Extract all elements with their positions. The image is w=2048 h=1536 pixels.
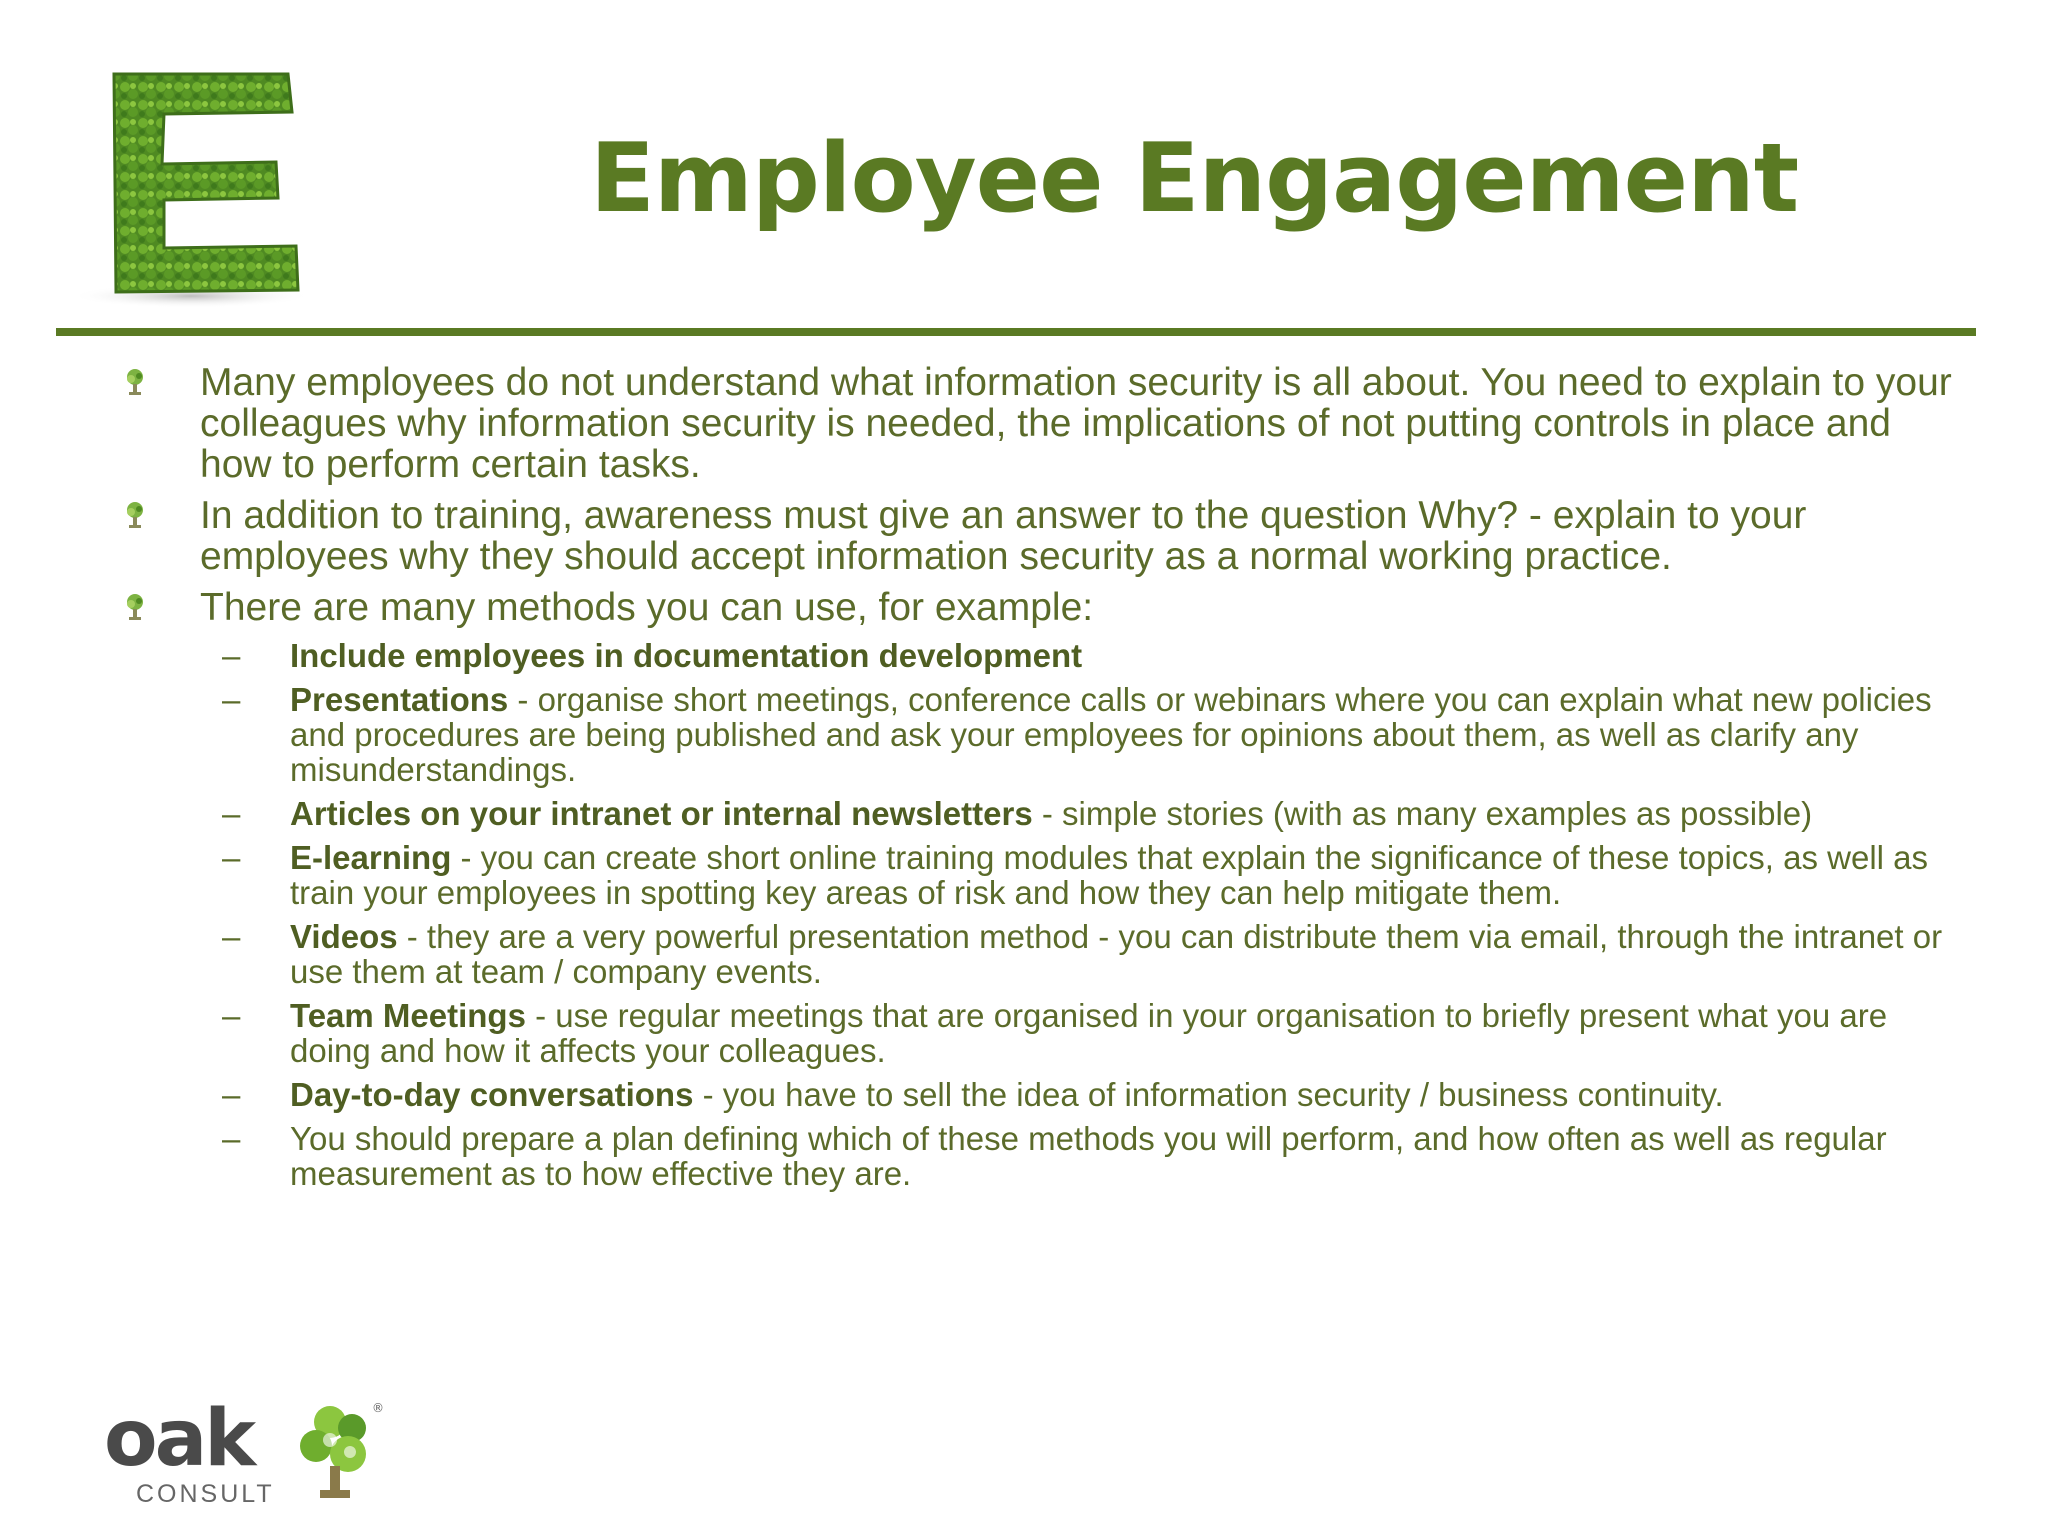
- page-title: Employee Engagement: [590, 124, 1799, 234]
- method-title: E-learning: [290, 839, 452, 876]
- dash-marker: –: [222, 1120, 241, 1157]
- method-title: Videos: [290, 918, 398, 955]
- method-desc: - you have to sell the idea of information security / business continuity.: [693, 1076, 1724, 1113]
- method-item: [112, 1121, 1952, 1191]
- method-item: [112, 638, 1952, 673]
- bullet-text: There are many methods you can use, for example:: [200, 586, 1094, 629]
- bullet-text: Many employees do not understand what information security is all about. You need to explain to your colleagues why information security is needed, the implications of not putting controls in place and how to perform certain tasks.: [200, 361, 1952, 486]
- method-title: Team Meetings: [290, 997, 526, 1034]
- tree-bullet-icon: [122, 501, 148, 531]
- registered-mark: ®: [372, 1401, 384, 1415]
- method-item: [112, 796, 1952, 831]
- method-title: Include employees in documentation development: [290, 637, 1083, 674]
- method-desc: - use regular meetings that are organised in your organisation to briefly present what you are doing and how it affects your colleagues.: [290, 997, 1888, 1069]
- dash-marker: –: [222, 681, 241, 718]
- bullet-item: [112, 495, 1952, 577]
- oak-consult-logo: [104, 1394, 404, 1510]
- method-item: [112, 919, 1952, 989]
- method-desc: You should prepare a plan defining which of these methods you will perform, and how often as well as regular measurement as to how effective they are.: [290, 1120, 1887, 1192]
- method-desc: - they are a very powerful presentation method - you can distribute them via email, through the intranet or use them at team / company events.: [290, 918, 1943, 990]
- title-divider: [56, 328, 1976, 336]
- bullet-item: [112, 587, 1952, 628]
- method-title: Presentations: [290, 681, 509, 718]
- bullet-item: [112, 362, 1952, 485]
- logo-subtitle: CONSULT: [136, 1480, 275, 1508]
- logo-wordmark: oak: [104, 1394, 254, 1484]
- method-desc: - you can create short online training modules that explain the significance of these topics, as well as train your employees in spotting key areas of risk and how they can help mitigate them.: [290, 839, 1929, 911]
- leafy-letter-e-icon: [66, 64, 316, 314]
- method-item: [112, 1077, 1952, 1112]
- method-item: [112, 682, 1952, 787]
- dash-marker: –: [222, 1076, 241, 1113]
- method-desc: - simple stories (with as many examples as possible): [1032, 795, 1813, 832]
- method-title: Articles on your intranet or internal newsletters: [290, 795, 1033, 832]
- dash-marker: –: [222, 795, 241, 832]
- dash-marker: –: [222, 997, 241, 1034]
- tree-bullet-icon: [122, 593, 148, 623]
- method-desc: - organise short meetings, conference calls or webinars where you can explain what new policies and procedures are being published and ask your employees for opinions about them, as well as clarify any misunderstandings.: [290, 681, 1932, 788]
- dash-marker: –: [222, 839, 241, 876]
- oak-tree-icon: [290, 1400, 386, 1506]
- method-title: Day-to-day conversations: [290, 1076, 694, 1113]
- slide-content: [112, 362, 1952, 1200]
- dash-marker: –: [222, 918, 241, 955]
- method-item: [112, 998, 1952, 1068]
- dash-marker: –: [222, 637, 241, 674]
- bullet-text: In addition to training, awareness must give an answer to the question Why? - explain to your employees why they should accept information security as a normal working practice.: [200, 494, 1807, 578]
- tree-bullet-icon: [122, 368, 148, 398]
- method-item: [112, 840, 1952, 910]
- methods-list: [112, 638, 1952, 1191]
